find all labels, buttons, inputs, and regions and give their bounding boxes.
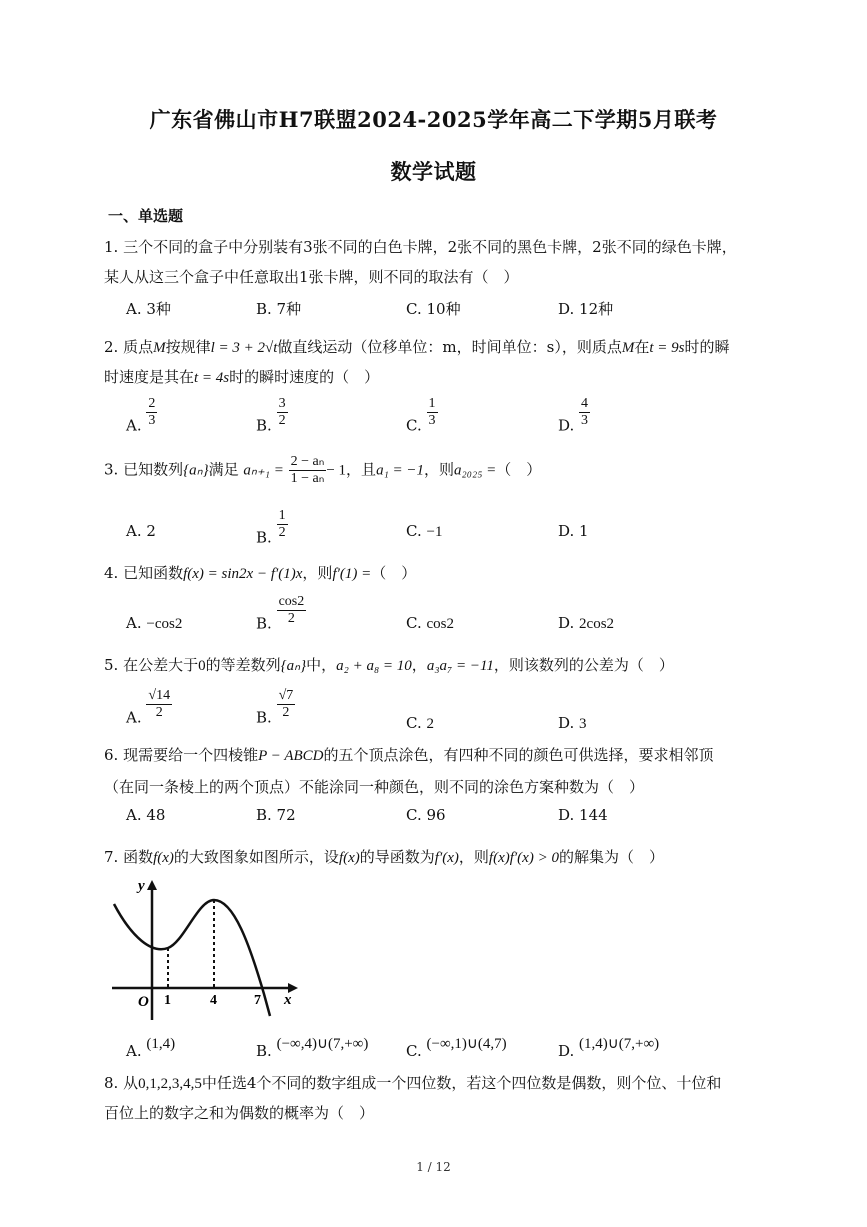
q4-option-a <box>126 614 182 633</box>
q6-text: 的五个顶点涂色，有四种不同的颜色可供选择，要求相邻顶 <box>323 746 714 764</box>
q1-option-c: C. 10种 <box>406 300 461 318</box>
q3-sequence: {aₙ} <box>183 462 209 479</box>
option-value: −cos2 <box>146 616 183 632</box>
q5-zero: 0 <box>198 658 206 674</box>
q7-text: ，则 <box>458 848 489 866</box>
q7-inequality: f(x)f′(x) > 0 <box>488 850 559 866</box>
q3-line1 <box>104 454 541 487</box>
denominator: 2 <box>282 705 290 721</box>
origin-label: O <box>138 994 149 1010</box>
q3-recurrence-fraction <box>289 454 327 487</box>
q2-time-4: t = 4s <box>194 370 230 386</box>
denominator: 1 − aₙ <box>290 471 325 487</box>
fraction <box>579 396 590 429</box>
q7-option-b <box>256 1034 368 1060</box>
q4-option-d <box>558 614 614 633</box>
q2-line1 <box>104 336 730 357</box>
q6-line1 <box>104 744 714 765</box>
q2-point-m: M <box>621 340 635 356</box>
q2-option-c <box>406 396 438 435</box>
q8-text: 8. 从 <box>104 1074 139 1092</box>
option-letter: D. <box>558 714 575 732</box>
q3-text: ，且 <box>346 460 377 479</box>
q2-text: 做直线运动（位移单位：m，时间单位：s），则质点 <box>277 338 622 356</box>
page-number: 1 / 12 <box>416 1160 451 1174</box>
q3-option-d: D. 1 <box>558 522 589 540</box>
q7-text: 的解集为（ ） <box>558 848 664 866</box>
q3-option-c <box>406 522 442 541</box>
y-axis-label: y <box>138 878 145 894</box>
denominator: 2 <box>278 525 286 541</box>
q7-text: 的大致图象如图所示，设 <box>173 848 339 866</box>
option-value: cos2 <box>426 616 454 632</box>
numerator: 4 <box>579 396 590 413</box>
option-letter: A. <box>126 708 142 727</box>
denominator: 3 <box>581 413 589 429</box>
fraction <box>277 396 288 429</box>
option-letter: A. <box>126 416 142 435</box>
q2-option-a <box>126 396 157 435</box>
q8-text: 中任选4个不同的数字组成一个四位数，若这个四位数是偶数，则个位、十位和 <box>201 1074 722 1092</box>
q7-function: f(x) <box>153 850 174 866</box>
section-heading: 一、单选题 <box>108 207 184 225</box>
q6-text: 6. 现需要给一个四棱锥 <box>104 746 259 764</box>
q6-option-a: A. 48 <box>126 806 166 824</box>
q5-text: ，则该数列的公差为（ ） <box>493 656 674 674</box>
q4-text: 4. 已知函数 <box>104 564 184 582</box>
q4-option-c <box>406 614 454 633</box>
q2-text: 按规律 <box>165 338 211 356</box>
option-letter: D. <box>558 416 575 435</box>
q4-target: f′(1) = <box>332 566 372 582</box>
page-subtitle: 数学试题 <box>390 159 477 184</box>
q1-option-d: D. 12种 <box>558 300 614 318</box>
option-letter: B. <box>256 528 272 547</box>
q6-option-d: D. 144 <box>558 806 608 824</box>
option-letter: B. <box>256 614 272 633</box>
numerator: 2 − aₙ <box>289 454 327 471</box>
fraction <box>146 396 157 429</box>
q3-recurrence-lhs: aₙ₊₁ = <box>243 462 284 479</box>
q3-text: ，则 <box>424 460 455 479</box>
q7-line1 <box>104 846 664 867</box>
tick-label-7: 7 <box>254 993 261 1008</box>
option-value: (−∞,4)∪(7,+∞) <box>276 1036 369 1052</box>
q8-line1 <box>104 1072 721 1093</box>
option-value: 2cos2 <box>579 616 615 632</box>
q5-option-d <box>558 714 587 733</box>
q6-line2: （在同一条棱上的两个顶点）不能涂同一种颜色，则不同的涂色方案种数为（ ） <box>104 778 645 796</box>
q5-text: 中， <box>306 656 337 674</box>
q5-sequence: {aₙ} <box>280 658 307 674</box>
fraction <box>277 508 288 541</box>
q4-text: （ ） <box>371 564 417 582</box>
numerator: 3 <box>277 396 288 413</box>
q3-target: a₂₀₂₅ = <box>454 462 497 479</box>
q7-function-graph <box>112 876 302 1026</box>
q2-text: 时的瞬时速度的（ ） <box>229 368 380 386</box>
fraction <box>427 396 438 429</box>
x-axis-label: x <box>284 992 292 1008</box>
q2-option-d <box>558 396 590 435</box>
q2-line2 <box>104 366 379 387</box>
q4-line1 <box>104 562 416 583</box>
tick-label-1: 1 <box>164 993 171 1008</box>
q1-line2: 某人从这三个盒子中任意取出1张卡牌，则不同的取法有（ ） <box>104 268 519 286</box>
denominator: 3 <box>428 413 436 429</box>
q7-text: 的导函数为 <box>359 848 435 866</box>
option-letter: C. <box>406 522 422 540</box>
q3-option-a: A. 2 <box>126 522 156 540</box>
denominator: 2 <box>155 705 163 721</box>
q5-text: 的等差数列 <box>205 656 281 674</box>
option-value: (1,4)∪(7,+∞) <box>579 1036 660 1052</box>
denominator: 2 <box>278 413 286 429</box>
q4-text: ，则 <box>302 564 333 582</box>
q8-digit-set: 0,1,2,3,4,5 <box>138 1076 202 1092</box>
denominator: 2 <box>287 611 295 627</box>
q4-option-b <box>256 594 306 633</box>
q3-text: 满足 <box>208 460 239 479</box>
y-axis-arrow <box>147 880 157 890</box>
option-letter: D. <box>558 1042 575 1060</box>
fraction <box>277 688 296 721</box>
option-value: −1 <box>426 524 443 540</box>
numerator: 1 <box>277 508 288 525</box>
fraction <box>146 688 172 721</box>
q5-text: 5. 在公差大于 <box>104 656 199 674</box>
q4-function: f(x) = sin2x − f′(1)x <box>183 566 303 582</box>
q1-line1: 1. 三个不同的盒子中分别装有3张不同的白色卡牌，2张不同的黑色卡牌，2张不同的绿色卡牌， <box>104 238 737 256</box>
q2-option-b <box>256 396 288 435</box>
q5-condition-2: a₃a₇ = −11 <box>426 658 494 674</box>
q7-option-a <box>126 1034 175 1060</box>
option-letter: C. <box>406 416 422 435</box>
q6-option-b: B. 72 <box>256 806 296 824</box>
option-letter: A. <box>126 1042 142 1060</box>
option-letter: C. <box>406 714 422 732</box>
q5-option-a <box>126 688 172 727</box>
q1-option-b: B. 7种 <box>256 300 302 318</box>
option-letter: B. <box>256 708 272 727</box>
q3-initial: a₁ = −1 <box>376 462 425 479</box>
q8-line2: 百位上的数字之和为偶数的概率为（ ） <box>104 1104 375 1122</box>
option-value: 2 <box>426 716 434 732</box>
option-letter: C. <box>406 1042 422 1060</box>
page-title: 广东省佛山市H7联盟2024-2025学年高二下学期5月联考 <box>149 107 718 132</box>
numerator: √7 <box>277 688 296 705</box>
q5-line1 <box>104 654 674 675</box>
q7-function: f(x) <box>338 850 360 866</box>
numerator: 2 <box>146 396 157 413</box>
q2-time-9: t = 9s <box>649 340 685 356</box>
q1-option-a: A. 3种 <box>126 300 171 318</box>
q3-text: 3. 已知数列 <box>104 460 184 479</box>
q2-law: l = 3 + 2√t <box>210 340 278 356</box>
q2-text: 时速度是其在 <box>104 368 195 386</box>
option-letter: B. <box>256 1042 272 1060</box>
q3-text: （ ） <box>496 460 542 479</box>
option-value: (−∞,1)∪(4,7) <box>426 1036 507 1052</box>
option-letter: A. <box>126 614 142 632</box>
q5-condition-1: a₂ + a₈ = 10 <box>336 658 412 674</box>
q7-option-c <box>406 1034 507 1060</box>
q3-recurrence-tail: − 1 <box>326 462 347 479</box>
tick-label-4: 4 <box>210 993 217 1008</box>
q2-text: 在 <box>634 338 650 356</box>
numerator: 1 <box>427 396 438 413</box>
q2-point-m: M <box>153 340 166 356</box>
option-letter: D. <box>558 614 575 632</box>
numerator: cos2 <box>277 594 307 611</box>
numerator: √14 <box>146 688 172 705</box>
q6-option-c: C. 96 <box>406 806 446 824</box>
q7-derivative: f′(x) <box>434 850 459 866</box>
q5-option-b <box>256 688 295 727</box>
option-letter: C. <box>406 614 422 632</box>
option-value: 3 <box>579 716 587 732</box>
q2-text: 时的瞬 <box>684 338 730 356</box>
q2-text: 2. 质点 <box>104 338 154 356</box>
q7-text: 7. 函数 <box>104 848 154 866</box>
denominator: 3 <box>148 413 156 429</box>
q5-option-c <box>406 714 434 733</box>
q5-text: ， <box>411 656 427 674</box>
option-value: (1,4) <box>146 1036 176 1052</box>
q7-option-d <box>558 1034 659 1060</box>
fraction <box>277 594 307 627</box>
q6-pyramid: P − ABCD <box>258 748 324 764</box>
q3-option-b <box>256 508 288 547</box>
option-letter: B. <box>256 416 272 435</box>
